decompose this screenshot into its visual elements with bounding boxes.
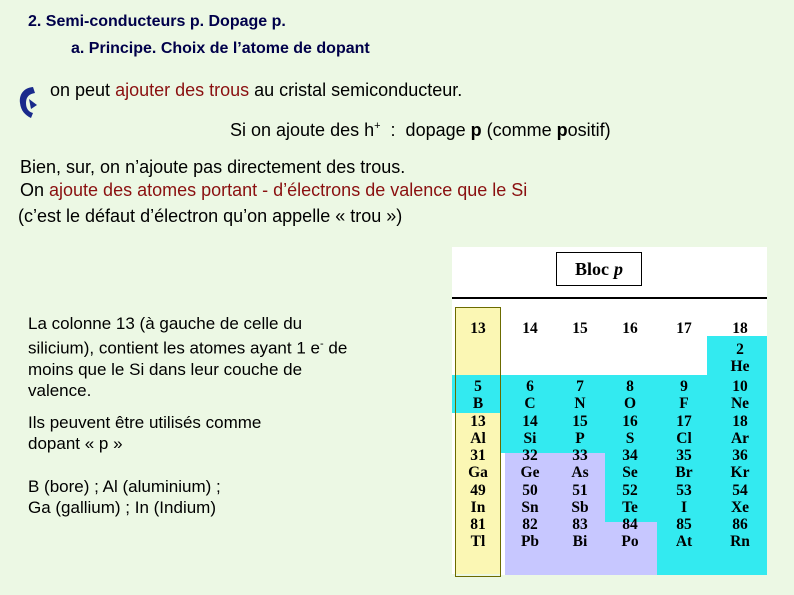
element-pb: 82 Pb <box>520 516 540 550</box>
element-bi: 83 Bi <box>572 516 588 550</box>
element-s: 16 S <box>622 412 638 447</box>
bullet-icon <box>15 85 41 121</box>
element-ga: 31 Ga <box>468 447 488 481</box>
element-br: 35 Br <box>675 447 693 481</box>
element-p: 15 P <box>572 412 588 447</box>
para-line2: On ajoute des atomes portant - d’électrons de valence que le Si <box>20 180 528 200</box>
intro-highlight: ajouter des trous <box>115 80 250 100</box>
element-in: 49 In <box>470 481 486 516</box>
group-header-15: 15 <box>572 320 588 337</box>
element-b: 5 B <box>472 378 484 412</box>
element-ar: 18 Ar <box>730 412 750 447</box>
element-xe: 54 Xe <box>730 481 750 516</box>
element-sn: 50 Sn <box>521 481 539 516</box>
periodic-table-bloc-p <box>452 247 767 574</box>
element-cl: 17 Cl <box>676 412 692 447</box>
element-n: 7 N <box>574 378 586 412</box>
para-line3: (c’est le défaut d’électron qu’on appelle « trou ») <box>18 206 403 226</box>
slide-title-line2: a. Principe. Choix de l’atome de dopant <box>71 40 370 57</box>
element-te: 52 Te <box>622 481 638 516</box>
element-po: 84 Po <box>621 516 639 550</box>
group-header-18: 18 <box>732 320 748 337</box>
left-paragraph-1: La colonne 13 (à gauche de celle du silicium), contient les atomes ayant 1 e- de moins que le Si dans leur couche de valence. <box>28 314 348 400</box>
element-as: 33 As <box>571 447 589 481</box>
element-i: 53 I <box>676 481 692 516</box>
intro-sentence: on peut ajouter des trous au cristal semiconducteur. <box>50 80 463 100</box>
bloc-p-title: Bloc p <box>556 252 642 286</box>
group-header-13: 13 <box>470 320 486 337</box>
element-at: 85 At <box>675 516 693 550</box>
element-al: 13 Al <box>470 412 486 447</box>
para-line1: Bien, sur, on n’ajoute pas directement des trous. <box>20 157 406 177</box>
slide-title-line1: 2. Semi-conducteurs p. Dopage p. <box>28 13 286 30</box>
group-header-14: 14 <box>522 320 538 337</box>
element-f: 9 F <box>679 378 689 412</box>
element-sb: 51 Sb <box>571 481 589 516</box>
group-header-17: 17 <box>676 320 692 337</box>
element-o: 8 O <box>623 378 637 412</box>
element-se: 34 Se <box>622 447 638 481</box>
table-top-rule <box>452 297 767 299</box>
element-tl: 81 Tl <box>470 516 486 550</box>
element-kr: 36 Kr <box>730 447 750 481</box>
element-ge: 32 Ge <box>520 447 540 481</box>
left-paragraph-3: B (bore) ; Al (aluminium) ; Ga (gallium) ; In (Indium) <box>28 477 221 517</box>
dopage-sentence: Si on ajoute des h+ : dopage p (comme positif) <box>230 120 611 140</box>
left-paragraph-2: Ils peuvent être utilisés comme dopant « p » <box>28 413 262 453</box>
element-c: 6 C <box>524 378 536 412</box>
element-he: 2 He <box>730 341 750 375</box>
element-ne: 10 Ne <box>730 378 750 412</box>
element-rn: 86 Rn <box>730 516 750 550</box>
element-si: 14 Si <box>522 412 538 447</box>
group-header-16: 16 <box>622 320 638 337</box>
